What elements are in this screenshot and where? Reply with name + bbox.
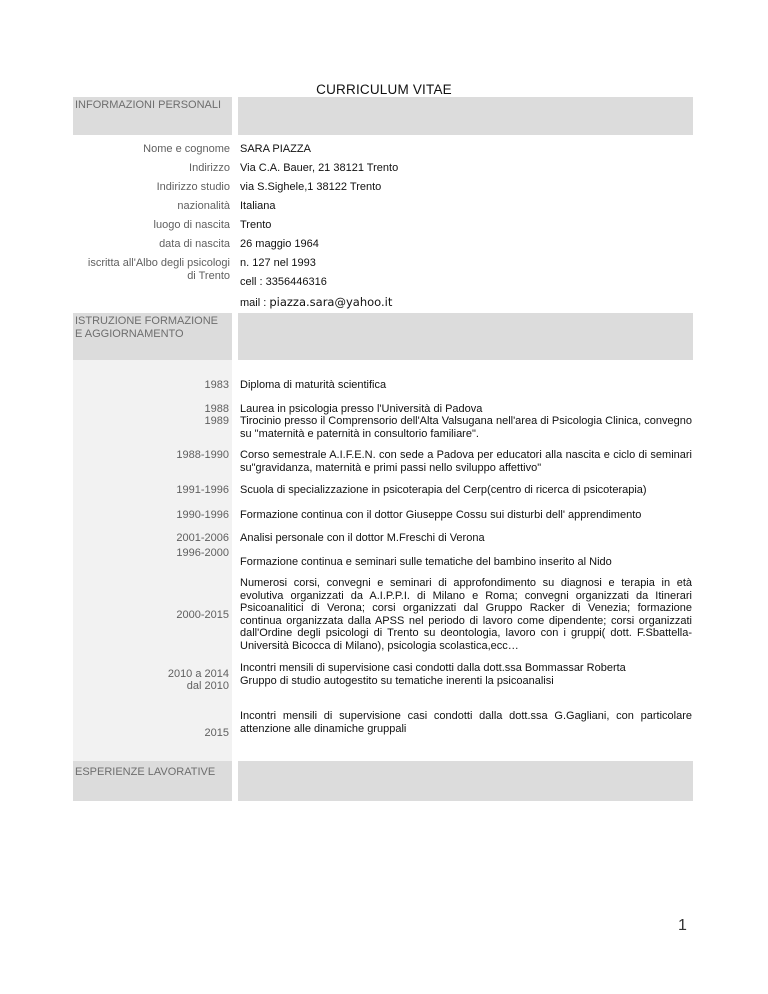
edu-year-1988: 1988	[204, 403, 229, 415]
section-label-education: ISTRUZIONE FORMAZIONE E AGGIORNAMENTO	[75, 315, 218, 340]
section-label-work: ESPERIENZE LAVORATIVE	[75, 766, 216, 778]
document-title: CURRICULUM VITAE	[316, 82, 452, 97]
birthplace-value: Trento	[240, 219, 272, 231]
mail-prefix: mail :	[240, 297, 270, 309]
edu-year-1989: 1989	[204, 415, 229, 427]
edu-year-1983: 1983	[204, 379, 229, 391]
edu-entry-1989: Tirocinio presso il Comprensorio dell'Alta Valsugana nell'area di Psicologia Clinica, convegno su "maternità e paternità in consultorio familiare".	[240, 415, 692, 440]
page-number: 1	[678, 917, 687, 934]
edu-entry-1990-1996: Formazione continua con il dottor Giuseppe Cossu sui disturbi dell' apprendimento	[240, 509, 642, 521]
mail-value[interactable]: piazza.sara@yahoo.it	[269, 295, 393, 309]
studio-label: Indirizzo studio	[156, 181, 230, 193]
edu-year-1988-1990: 1988-1990	[176, 449, 229, 461]
edu-year-2015: 2015	[204, 727, 229, 739]
edu-year-dal-2010: dal 2010	[186, 680, 229, 692]
section-header-work	[73, 761, 693, 801]
edu-entry-1991-1996: Scuola di specializzazione in psicoterapia del Cerp(centro di ricerca di psicoterapia)	[240, 484, 647, 496]
albo-label-line2: di Trento	[187, 269, 230, 282]
albo-label	[73, 257, 230, 282]
edu-year-1991-1996: 1991-1996	[176, 484, 229, 496]
edu-entry-1988-1990: Corso semestrale A.I.F.E.N. con sede a Padova per educatori alla nascita e ciclo di seminari su"gravidanza, maternità e primi passi nello sviluppo affettivo"	[240, 449, 692, 474]
birthplace-label: luogo di nascita	[153, 219, 230, 231]
edu-year-1990-1996: 1990-1996	[176, 509, 229, 521]
name-label: Nome e cognome	[143, 143, 230, 155]
edu-year-2000-2015: 2000-2015	[176, 609, 229, 621]
edu-year-1996-2000: 1996-2000	[176, 547, 229, 559]
edu-entry-1996-2000: Formazione continua e seminari sulle tematiche del bambino inserito al Nido	[240, 556, 612, 568]
edu-year-2010-2014: 2010 a 2014	[167, 668, 229, 680]
section-header-personal	[73, 97, 693, 135]
mail-row	[240, 296, 392, 310]
cell-value: cell : 3356446316	[240, 276, 327, 288]
edu-entry-2000-2015: Numerosi corsi, convegni e seminari di approfondimento su diagnosi e terapia in età evolutiva organizzati da A.I.P.P.I. di Milano e Roma; convegni organizzati da Itinerari Psicoanalitici di Verona; corsi organizzati dal Gruppo Racker di Venezia; formazione continua organizzata dalla APSS nel periodo di lavoro come dipendente; corsi organizzati dall'Ordine degli psicologi di Trento su deontologia, lavoro con i gruppi( dott. F.Sbattella-Università Bicocca di Milano), psicologia scolastica,ecc…	[240, 577, 692, 652]
birthdate-value: 26 maggio 1964	[240, 238, 319, 250]
section-label-personal: INFORMAZIONI PERSONALI	[75, 99, 222, 111]
nationality-label: nazionalità	[177, 200, 230, 212]
edu-entry-2001-2006: Analisi personale con il dottor M.Freschi di Verona	[240, 532, 485, 544]
section-header-education	[73, 313, 693, 360]
edu-entry-2010-2014: Incontri mensili di supervisione casi condotti dalla dott.ssa Bommassar Roberta	[240, 662, 626, 674]
address-value: Via C.A. Bauer, 21 38121 Trento	[240, 162, 399, 174]
birthdate-label: data di nascita	[159, 238, 230, 250]
edu-entry-2015: Incontri mensili di supervisione casi condotti dalla dott.ssa G.Gagliani, con particolare attenzione alle dinamiche gruppali	[240, 710, 692, 735]
edu-entry-1983: Diploma di maturità scientifica	[240, 379, 387, 391]
albo-value: n. 127 nel 1993	[240, 257, 316, 269]
edu-entry-1988: Laurea in psicologia presso l'Università di Padova	[240, 403, 483, 415]
studio-value: via S.Sighele,1 38122 Trento	[240, 181, 382, 193]
albo-label-line1: iscritta all'Albo degli psicologi	[87, 257, 230, 269]
edu-entry-dal-2010: Gruppo di studio autogestito su tematiche inerenti la psicoanalisi	[240, 675, 554, 687]
name-value: SARA PIAZZA	[240, 143, 311, 155]
edu-year-2001-2006: 2001-2006	[176, 532, 229, 544]
address-label: Indirizzo	[189, 162, 230, 174]
nationality-value: Italiana	[240, 200, 276, 212]
